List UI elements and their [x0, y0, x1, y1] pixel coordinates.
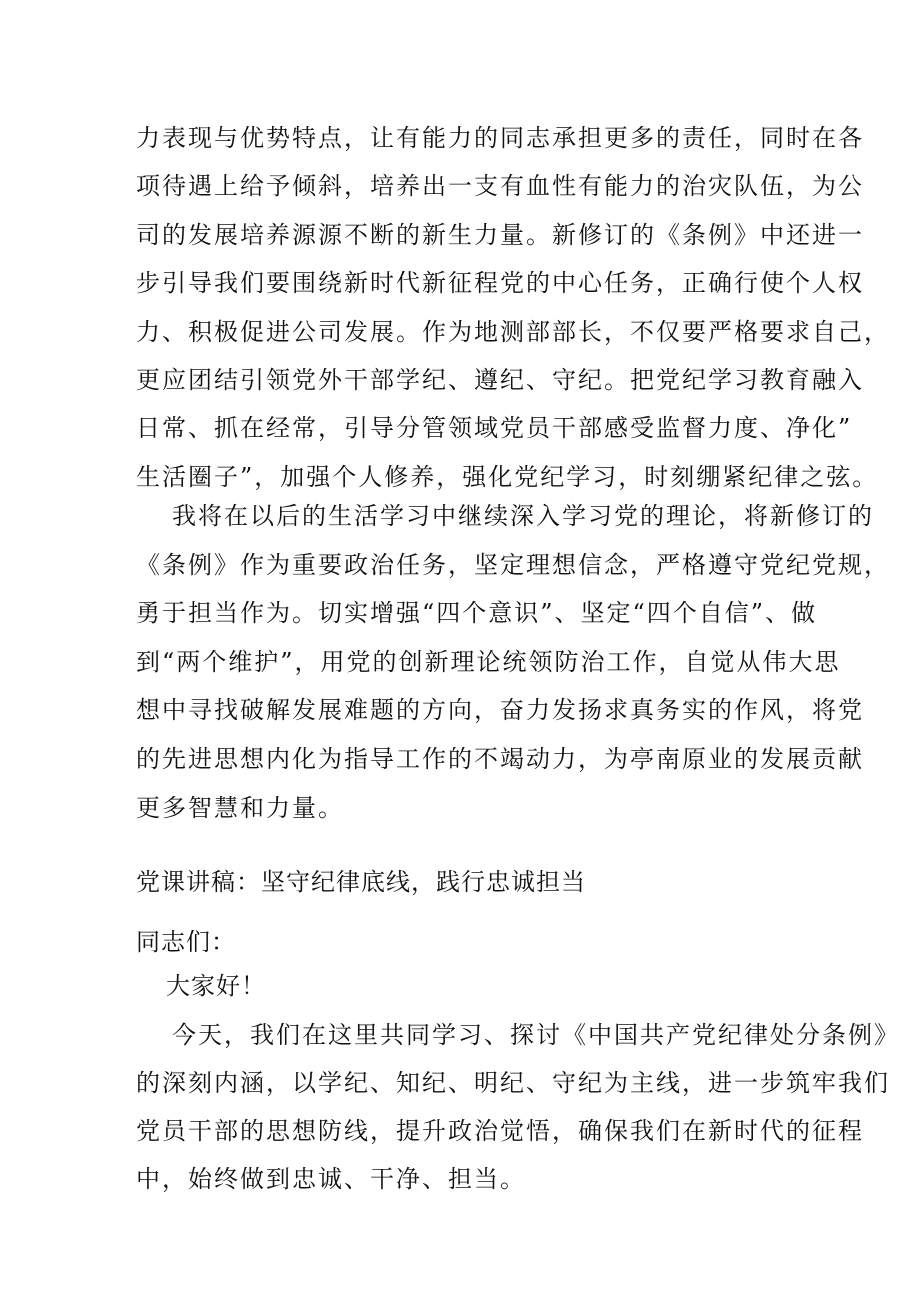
paragraph-line: 力、积极促进公司发展。作为地测部部长，不仅要严格要求自己， [136, 317, 890, 346]
paragraph-line: 生活圈子”，加强个人修养，强化党纪学习，时刻绷紧纪律之弦。 [136, 462, 879, 491]
paragraph-line: 力表现与优势特点，让有能力的同志承担更多的责任，同时在各 [136, 124, 864, 152]
paragraph-line: 更应团结引领党外干部学纪、遵纪、守纪。把党纪学习教育融入 [136, 366, 864, 395]
paragraph-commitment [136, 492, 890, 832]
paragraph-line: 到“两个维护”，用党的创新理论统领防治工作，自觉从伟大思 [136, 647, 841, 676]
paragraph-line: 更多智慧和力量。 [136, 793, 344, 822]
paragraph-line: 党员干部的思想防线，提升政治觉悟，确保我们在新时代的征程 [136, 1117, 864, 1145]
paragraph-line: 的深刻内涵，以学纪、知纪、明纪、守纪为主线，进一步筑牢我们 [136, 1069, 890, 1097]
paragraph-line: 勇于担当作为。切实增强“四个意识”、坚定“四个自信”、做 [136, 599, 818, 628]
paragraph-continued [136, 114, 890, 501]
paragraph-intro [136, 1011, 900, 1203]
paragraph-line: 今天，我们在这里共同学习、探讨《中国共产党纪律处分条例》 [172, 1021, 900, 1049]
paragraph-line: 《条例》作为重要政治任务，坚定理想信念，严格遵守党纪党规， [136, 550, 890, 579]
paragraph-line: 的先进思想内化为指导工作的不竭动力，为亭南原业的发展贡献 [136, 744, 864, 773]
paragraph-line: 想中寻找破解发展难题的方向，奋力发扬求真务实的作风，将党 [136, 696, 864, 725]
salutation: 同志们： [136, 928, 236, 956]
paragraph-line: 步引导我们要围绕新时代新征程党的中心任务，正确行使个人权 [136, 269, 864, 298]
paragraph-line: 我将在以后的生活学习中继续深入学习党的理论，将新修订的 [172, 502, 874, 530]
paragraph-line: 中，始终做到忠诚、干净、担当。 [136, 1165, 526, 1193]
paragraph-line: 日常、抓在经常，引导分管领域党员干部感受监督力度、净化” [136, 414, 853, 443]
paragraph-line: 项待遇上给予倾斜，培养出一支有血性有能力的治灾队伍，为公 [136, 172, 864, 201]
greeting: 大家好！ [166, 972, 266, 1000]
lecture-title: 党课讲稿：坚守纪律底线，践行忠诚担当 [136, 868, 586, 896]
paragraph-line: 司的发展培养源源不断的新生力量。新修订的《条例》中还进一 [136, 220, 864, 249]
